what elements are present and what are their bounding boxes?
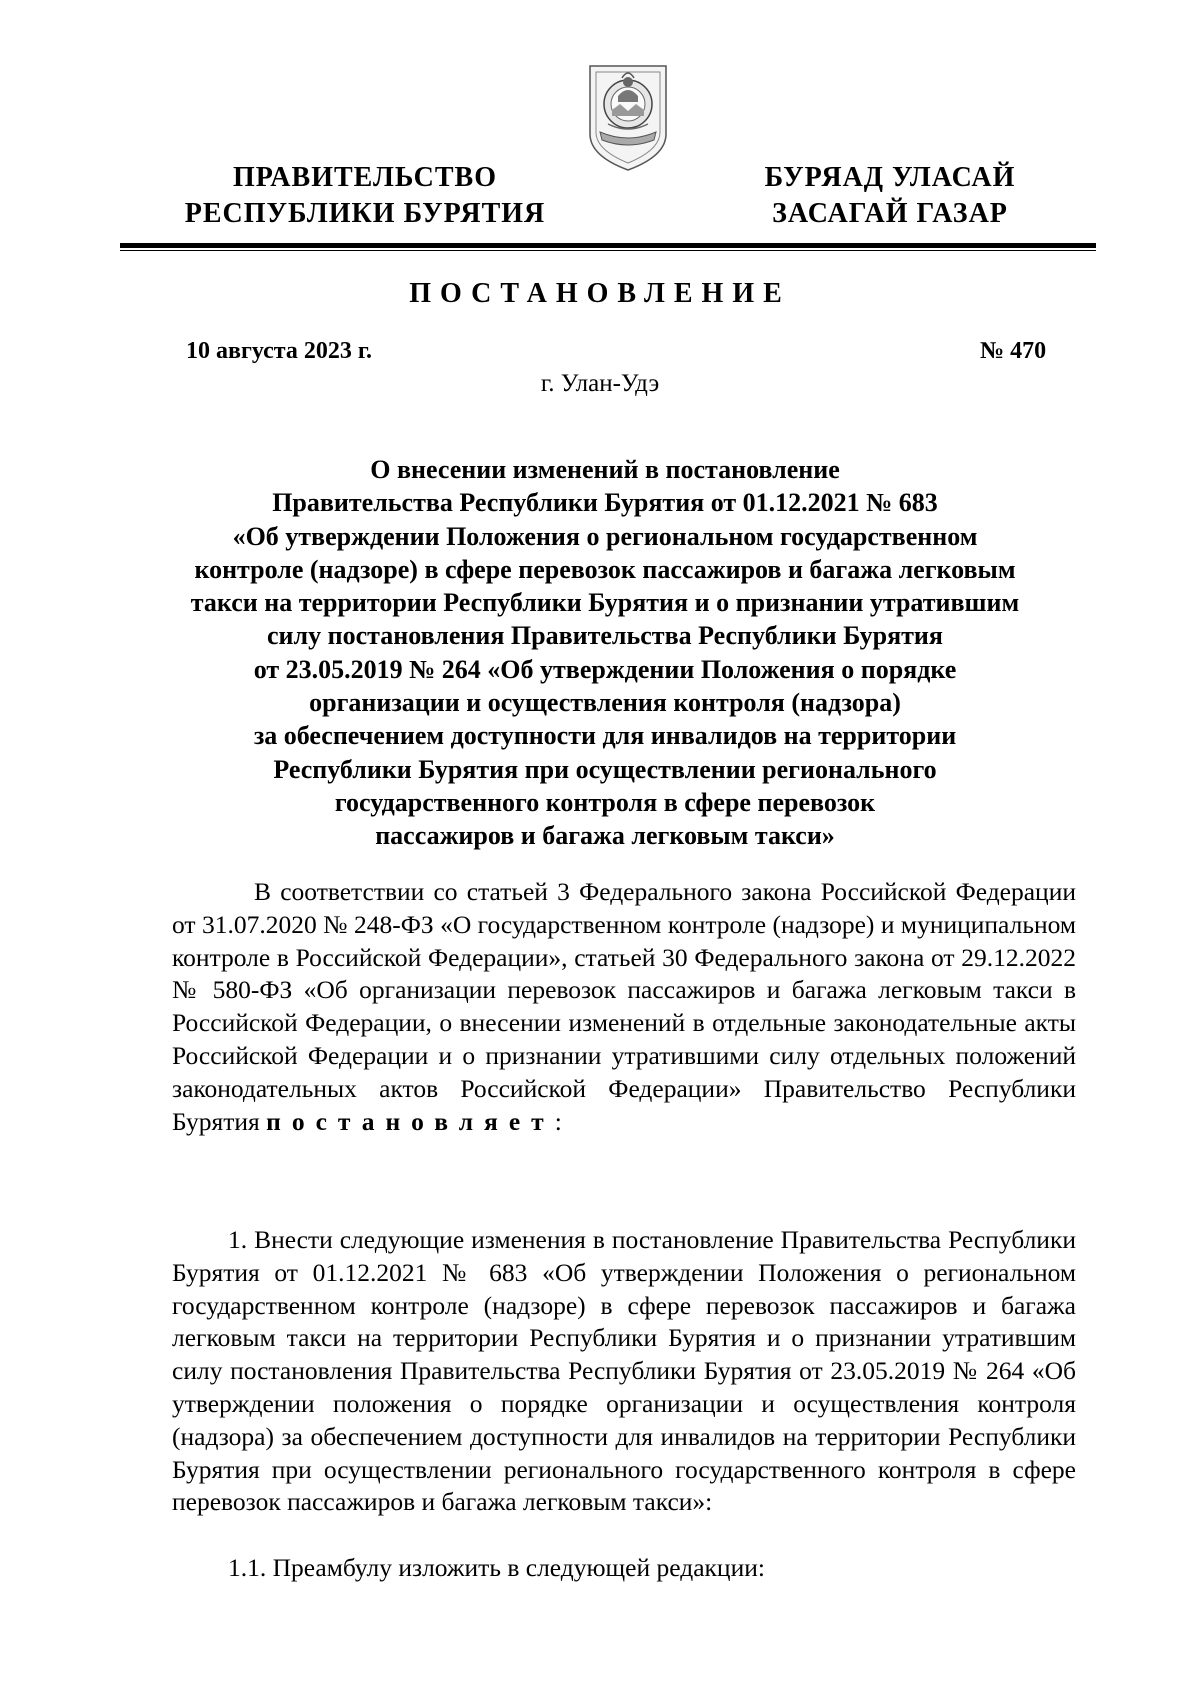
- header-bua: [730, 160, 1050, 232]
- title-line: от 23.05.2019 № 264 «Об утверждении Положения о порядке: [253, 654, 957, 684]
- header-ru-line2: РЕСПУБЛИКИ БУРЯТИЯ: [184, 198, 546, 229]
- document-type: ПОСТАНОВЛЕНИЕ: [409, 278, 791, 309]
- coat-of-arms-emblem: [582, 44, 674, 174]
- header-divider-thick: [120, 243, 1096, 248]
- document-title: [130, 453, 1080, 853]
- header-divider-thin: [120, 250, 1096, 251]
- preamble-paragraph: [172, 876, 1076, 1138]
- title-line: государственного контроля в сфере перевозок: [334, 787, 876, 817]
- preamble-text: В соответствии со статьей 3 Федерального закона Российской Федерации от 31.07.2020 № 248-ФЗ «О государственном контроле (надзоре) и муниципальном контроле в Российской Федерации», статьей 30 Федерального закона от 29.12.2022 № 580-ФЗ «Об организации перевозок пассажиров и багажа легковым такси в Российской Федерации, о внесении изменений в отдельные законодательные акты Российской Федерации и о признании утратившими силу отдельных положений законодательных актов Российской Федерации» Правительство Республики Бурятия: [172, 877, 1076, 1136]
- item-1-1-paragraph: 1.1. Преамбулу изложить в следующей редакции:: [228, 1553, 765, 1582]
- header-bua-line1: БУРЯАД УЛАСАЙ: [764, 162, 1016, 193]
- title-line: Правительства Республики Бурятия от 01.12.2021 № 683: [272, 488, 938, 518]
- header-ru-line1: ПРАВИТЕЛЬСТВО: [233, 162, 497, 193]
- document-city: г. Улан-Удэ: [540, 370, 660, 397]
- document-number: № 470: [980, 338, 1047, 364]
- title-line: контроле (надзоре) в сфере перевозок пассажиров и багажа легковым: [194, 554, 1016, 584]
- title-line: О внесении изменений в постановление: [370, 455, 840, 484]
- title-line: организации и осуществления контроля (надзора): [309, 688, 901, 718]
- header-ru: [175, 160, 555, 232]
- header-bua-line2: ЗАСАГАЙ ГАЗАР: [772, 198, 1008, 229]
- preamble-end: :: [554, 1106, 562, 1136]
- preamble-keyword: постановляет: [266, 1106, 555, 1136]
- title-line: Республики Бурятия при осуществлении регионального: [273, 754, 937, 784]
- item-1-paragraph: 1. Внести следующие изменения в постановление Правительства Республики Бурятия от 01.12.2021 № 683 «Об утверждении Положения о региональном государственном контроле (надзоре) в сфере перевозок пассажиров и багажа легковым такси на территории Республики Бурятия и о признании утратившим силу постановления Правительства Республики Бурятия от 23.05.2019 № 264 «Об утверждении положения о порядке организации и осуществления контроля (надзора) за обеспечением доступности для инвалидов на территории Республики Бурятия при осуществлении регионального государственного контроля в сфере перевозок пассажиров и багажа легковым такси»:: [172, 1225, 1076, 1517]
- title-line: пассажиров и багажа легковым такси»: [375, 821, 835, 851]
- title-line: за обеспечением доступности для инвалидов на территории: [253, 721, 957, 751]
- title-line: «Об утверждении Положения о региональном государственном: [232, 521, 978, 551]
- title-line: такси на территории Республики Бурятия и о признании утратившим: [190, 588, 1020, 618]
- title-line: силу постановления Правительства Республики Бурятия: [267, 621, 943, 651]
- document-date: 10 августа 2023 г.: [186, 338, 373, 364]
